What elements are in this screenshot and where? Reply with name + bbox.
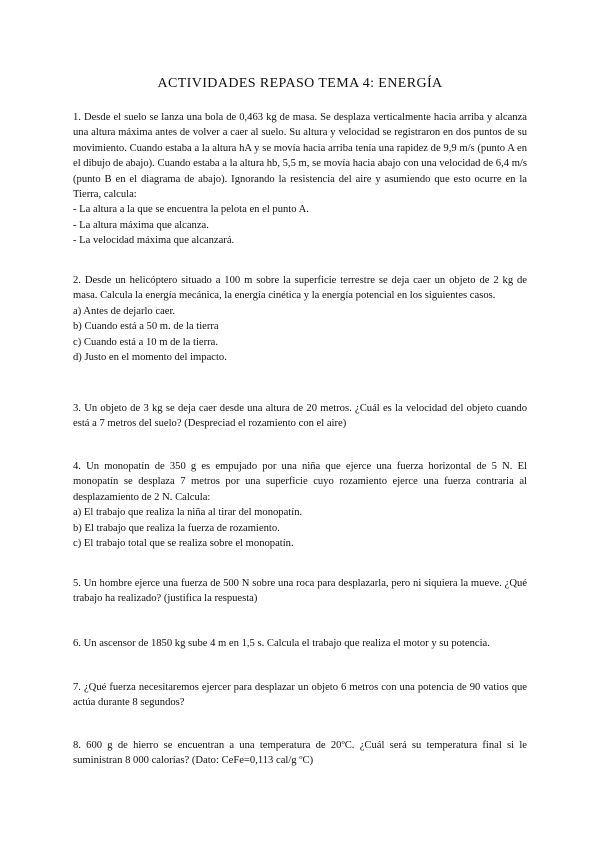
exercise-statement: 3. Un objeto de 3 kg se deja caer desde una altura de 20 metros. ¿Cuál es la velocidad del objeto cuando está a 7 metros del suelo? (Despreciad el rozamiento con el aire)	[73, 403, 527, 430]
exercise-6	[73, 636, 527, 651]
exercise-3	[73, 401, 527, 432]
exercise-8	[73, 738, 527, 769]
exercise-item: - La velocidad máxima que alcanzará.	[73, 235, 235, 247]
exercise-item: b) Cuando está a 50 m. de la tierra	[73, 321, 219, 333]
exercise-5	[73, 576, 527, 607]
exercise-statement: 5. Un hombre ejerce una fuerza de 500 N sobre una roca para desplazarla, pero ni siquiera la mueve. ¿Qué trabajo ha realizado? (justifica la respuesta)	[73, 578, 527, 605]
exercise-statement: 4. Un monopatín de 350 g es empujado por una niña que ejerce una fuerza horizontal de 5 N. El monopatín se desplaza 7 metros por una superficie cuyo rozamiento ejerce una fuerza contraria al desplazamiento de 2 N. Calcula:	[73, 461, 527, 503]
exercise-item: - La altura a la que se encuentra la pelota en el punto A.	[73, 204, 309, 216]
exercise-2	[73, 273, 527, 365]
exercise-item: a) Antes de dejarlo caer.	[73, 305, 176, 317]
document-title: ACTIVIDADES REPASO TEMA 4: ENERGÍA	[157, 76, 443, 91]
exercise-4	[73, 459, 527, 551]
exercise-statement: 8. 600 g de hierro se encuentran a una temperatura de 20ºC. ¿Cuál será su temperatura final si le suministran 8 000 calorías? (Dato: CeFe=0,113 cal/g ºC)	[73, 740, 527, 767]
exercise-item: - La altura máxima que alcanza.	[73, 219, 209, 231]
exercise-1	[73, 110, 527, 249]
exercise-7	[73, 680, 527, 711]
exercise-item: c) Cuando está a 10 m de la tierra.	[73, 336, 219, 348]
exercise-item: d) Justo en el momento del impacto.	[73, 352, 227, 364]
exercise-item: a) El trabajo que realiza la niña al tirar del monopatín.	[73, 507, 303, 519]
exercise-statement: 6. Un ascensor de 1850 kg sube 4 m en 1,5 s. Calcula el trabajo que realiza el motor y su potencia.	[73, 638, 490, 649]
exercise-statement: 7. ¿Qué fuerza necesitaremos ejercer para desplazar un objeto 6 metros con una potencia de 90 vatios que actúa durante 8 segundos?	[73, 682, 527, 709]
exercise-item: c) El trabajo total que se realiza sobre el monopatín.	[73, 538, 294, 550]
exercise-statement: 1. Desde el suelo se lanza una bola de 0,463 kg de masa. Se desplaza verticalmente hacia arriba y alcanza una altura máxima antes de volver a caer al suelo. Su altura y velocidad se registraron en dos puntos de su movimiento. Cuando estaba a la altura hA y se movía hacia arriba tenía una rapidez de 9,9 m/s (punto A en el dibujo de abajo). Cuando estaba a la altura hb, 5,5 m, se movía hacia abajo con una velocidad de 6,4 m/s (punto B en el diagrama de abajo). Ignorando la resistencia del aire y asumiendo que esto ocurre en la Tierra, calcula:	[73, 112, 527, 201]
exercise-item: b) El trabajo que realiza la fuerza de rozamiento.	[73, 522, 280, 534]
exercise-statement: 2. Desde un helicóptero situado a 100 m sobre la superficie terrestre se deja caer un objeto de 2 kg de masa. Calcula la energía mecánica, la energía cinética y la energía potencial en los siguientes casos.	[73, 275, 527, 302]
